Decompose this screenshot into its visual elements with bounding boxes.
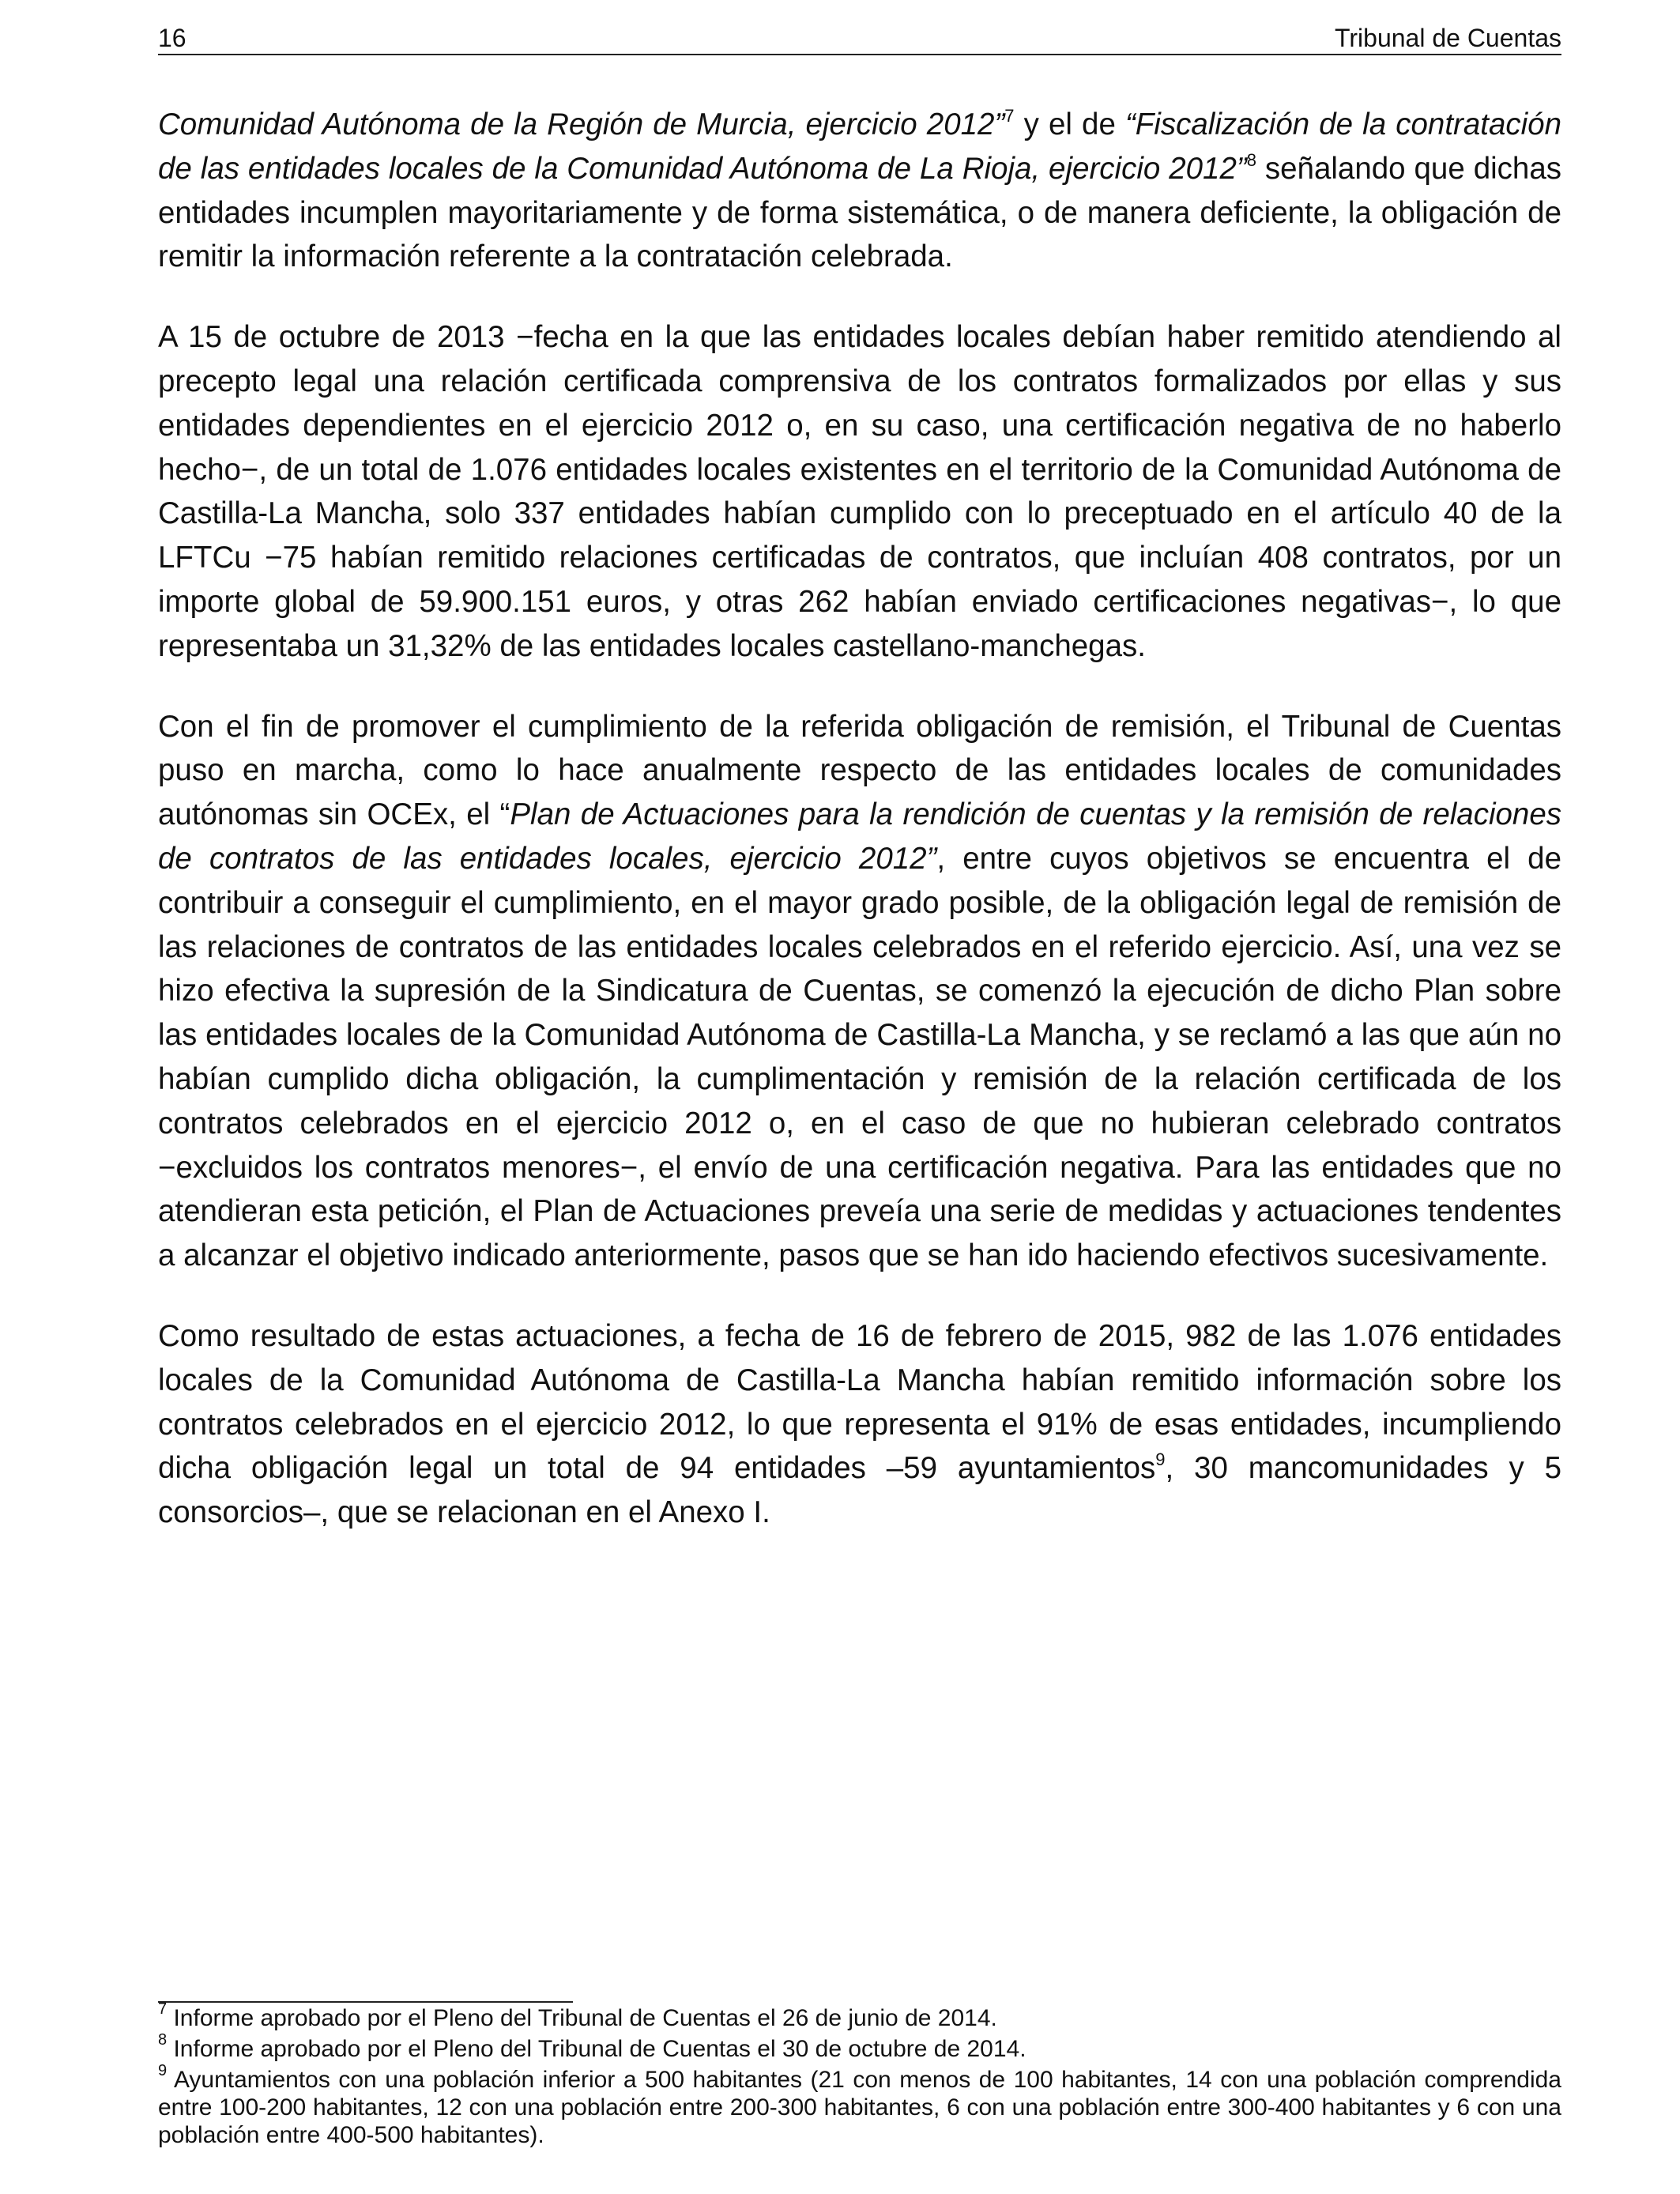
footnote-number: 9 [158,2062,168,2079]
footnote-text: Informe aprobado por el Pleno del Tribunal de Cuentas el 30 de octubre de 2014. [167,2036,1026,2062]
paragraph-4-text-b: , 30 mancomunidades y 5 consorcios–, que se relacionan en el Anexo I. [158,1451,1561,1530]
footnote-ref-7[interactable]: 7 [1004,106,1015,126]
paragraph-2: A 15 de octubre de 2013 −fecha en la que las entidades locales debían haber remitido atendiendo al precepto legal una relación certificada comprensiva de los contratos formalizados por ellas y sus entidades dependientes en el ejercicio 2012 o, en su caso, una certificación negativa de no haberlo hecho−, de un total de 1.076 entidades locales existentes en el territorio de la Comunidad Autónoma de Castilla-La Mancha, solo 337 entidades habían cumplido con lo preceptuado en el artículo 40 de la LFTCu −75 habían remitido relaciones certificadas de contratos, que incluían 408 contratos, por un importe global de 59.900.151 euros, y otras 262 habían enviado certificaciones negativas−, lo que representaba un 31,32% de las entidades locales castellano-manchegas. [158,320,1561,663]
paragraph-4-text-a: Como resultado de estas actuaciones, a fecha de 16 de febrero de 2015, 982 de las 1.076 entidades locales de la Comunidad Autónoma de Castilla-La Mancha habían remitido información sobre los contratos celebrados en el ejercicio 2012, lo que representa el 91% de esas entidades, incumpliendo dicha obligación legal un total de 94 entidades –59 ayuntamientos [158,1318,1561,1486]
paragraph-3 [158,705,1561,1278]
paragraph-3-text-a: Con el fin de promover el cumplimiento de la referida obligación de remisión, el Tribunal de Cuentas puso en marcha, como lo hace anualmente respecto de las entidades locales de comunidades autónomas sin OCEx, el “ [158,709,1561,832]
footnote-divider [158,2001,573,2003]
footnote-9 [158,2062,1561,2149]
report-title-rioja: “Fiscalización de la contratación de las entidades locales de la Comunidad Autónoma de La Rioja, ejercicio 2012” [158,107,1561,186]
footnote-number: 7 [158,2000,168,2018]
footnote-text: Ayuntamientos con una población inferior a 500 habitantes (21 con menos de 100 habitantes, 14 con una población comprendida entre 100-200 habitantes, 12 con una población entre 200-300 habitantes, 6 con una población entre 300-400 habitantes y 6 con una población entre 400-500 habitantes). [158,2067,1561,2148]
body-text [158,103,1561,1535]
footnote-ref-9[interactable]: 9 [1155,1449,1166,1470]
paragraph-3-text-b: , entre cuyos objetivos se encuentra el de contribuir a conseguir el cumplimiento, en el mayor grado posible, de la obligación legal de remisión de las relaciones de contratos de las entidades locales celebrados en el referido ejercicio. Así, una vez se hizo efectiva la supresión de la Sindicatura de Cuentas, se comenzó la ejecución de dicho Plan sobre las entidades locales de la Comunidad Autónoma de Castilla-La Mancha, y se reclamó a las que aún no habían cumplido dicha obligación, la cumplimentación y remisión de la relación certificada de los contratos celebrados en el ejercicio 2012 o, en el caso de que no hubieran celebrado contratos −excluidos los contratos menores−, el envío de una certificación negativa. Para las entidades que no atendieran esta petición, el Plan de Actuaciones preveía una serie de medidas y actuaciones tendentes a alcanzar el objetivo indicado anteriormente, pasos que se han ido haciendo efectivos sucesivamente. [158,841,1561,1273]
footnote-8 [158,2031,1561,2063]
footnotes [158,2000,1561,2152]
paragraph-1-text-b: señalando que dichas entidades incumplen mayoritariamente y de forma sistemática, o de manera deficiente, la obligación de remitir la información referente a la contratación celebrada. [158,151,1561,274]
page-number: 16 [158,24,186,52]
footnote-text: Informe aprobado por el Pleno del Tribunal de Cuentas el 26 de junio de 2014. [167,2005,997,2031]
running-title: Tribunal de Cuentas [1335,24,1561,52]
report-title-murcia: Comunidad Autónoma de la Región de Murcia, ejercicio 2012” [158,107,1005,141]
footnote-7 [158,2000,1561,2032]
paragraph-4 [158,1314,1561,1535]
paragraph-1-text-a: y el de [1014,107,1125,141]
paragraph-1 [158,103,1561,279]
footnote-ref-8[interactable]: 8 [1246,149,1256,170]
footnote-number: 8 [158,2031,168,2049]
plan-title: Plan de Actuaciones para la rendición de cuentas y la remisión de relaciones de contratos de las entidades locales, ejercicio 2012” [158,797,1561,876]
page-header [158,22,1561,55]
